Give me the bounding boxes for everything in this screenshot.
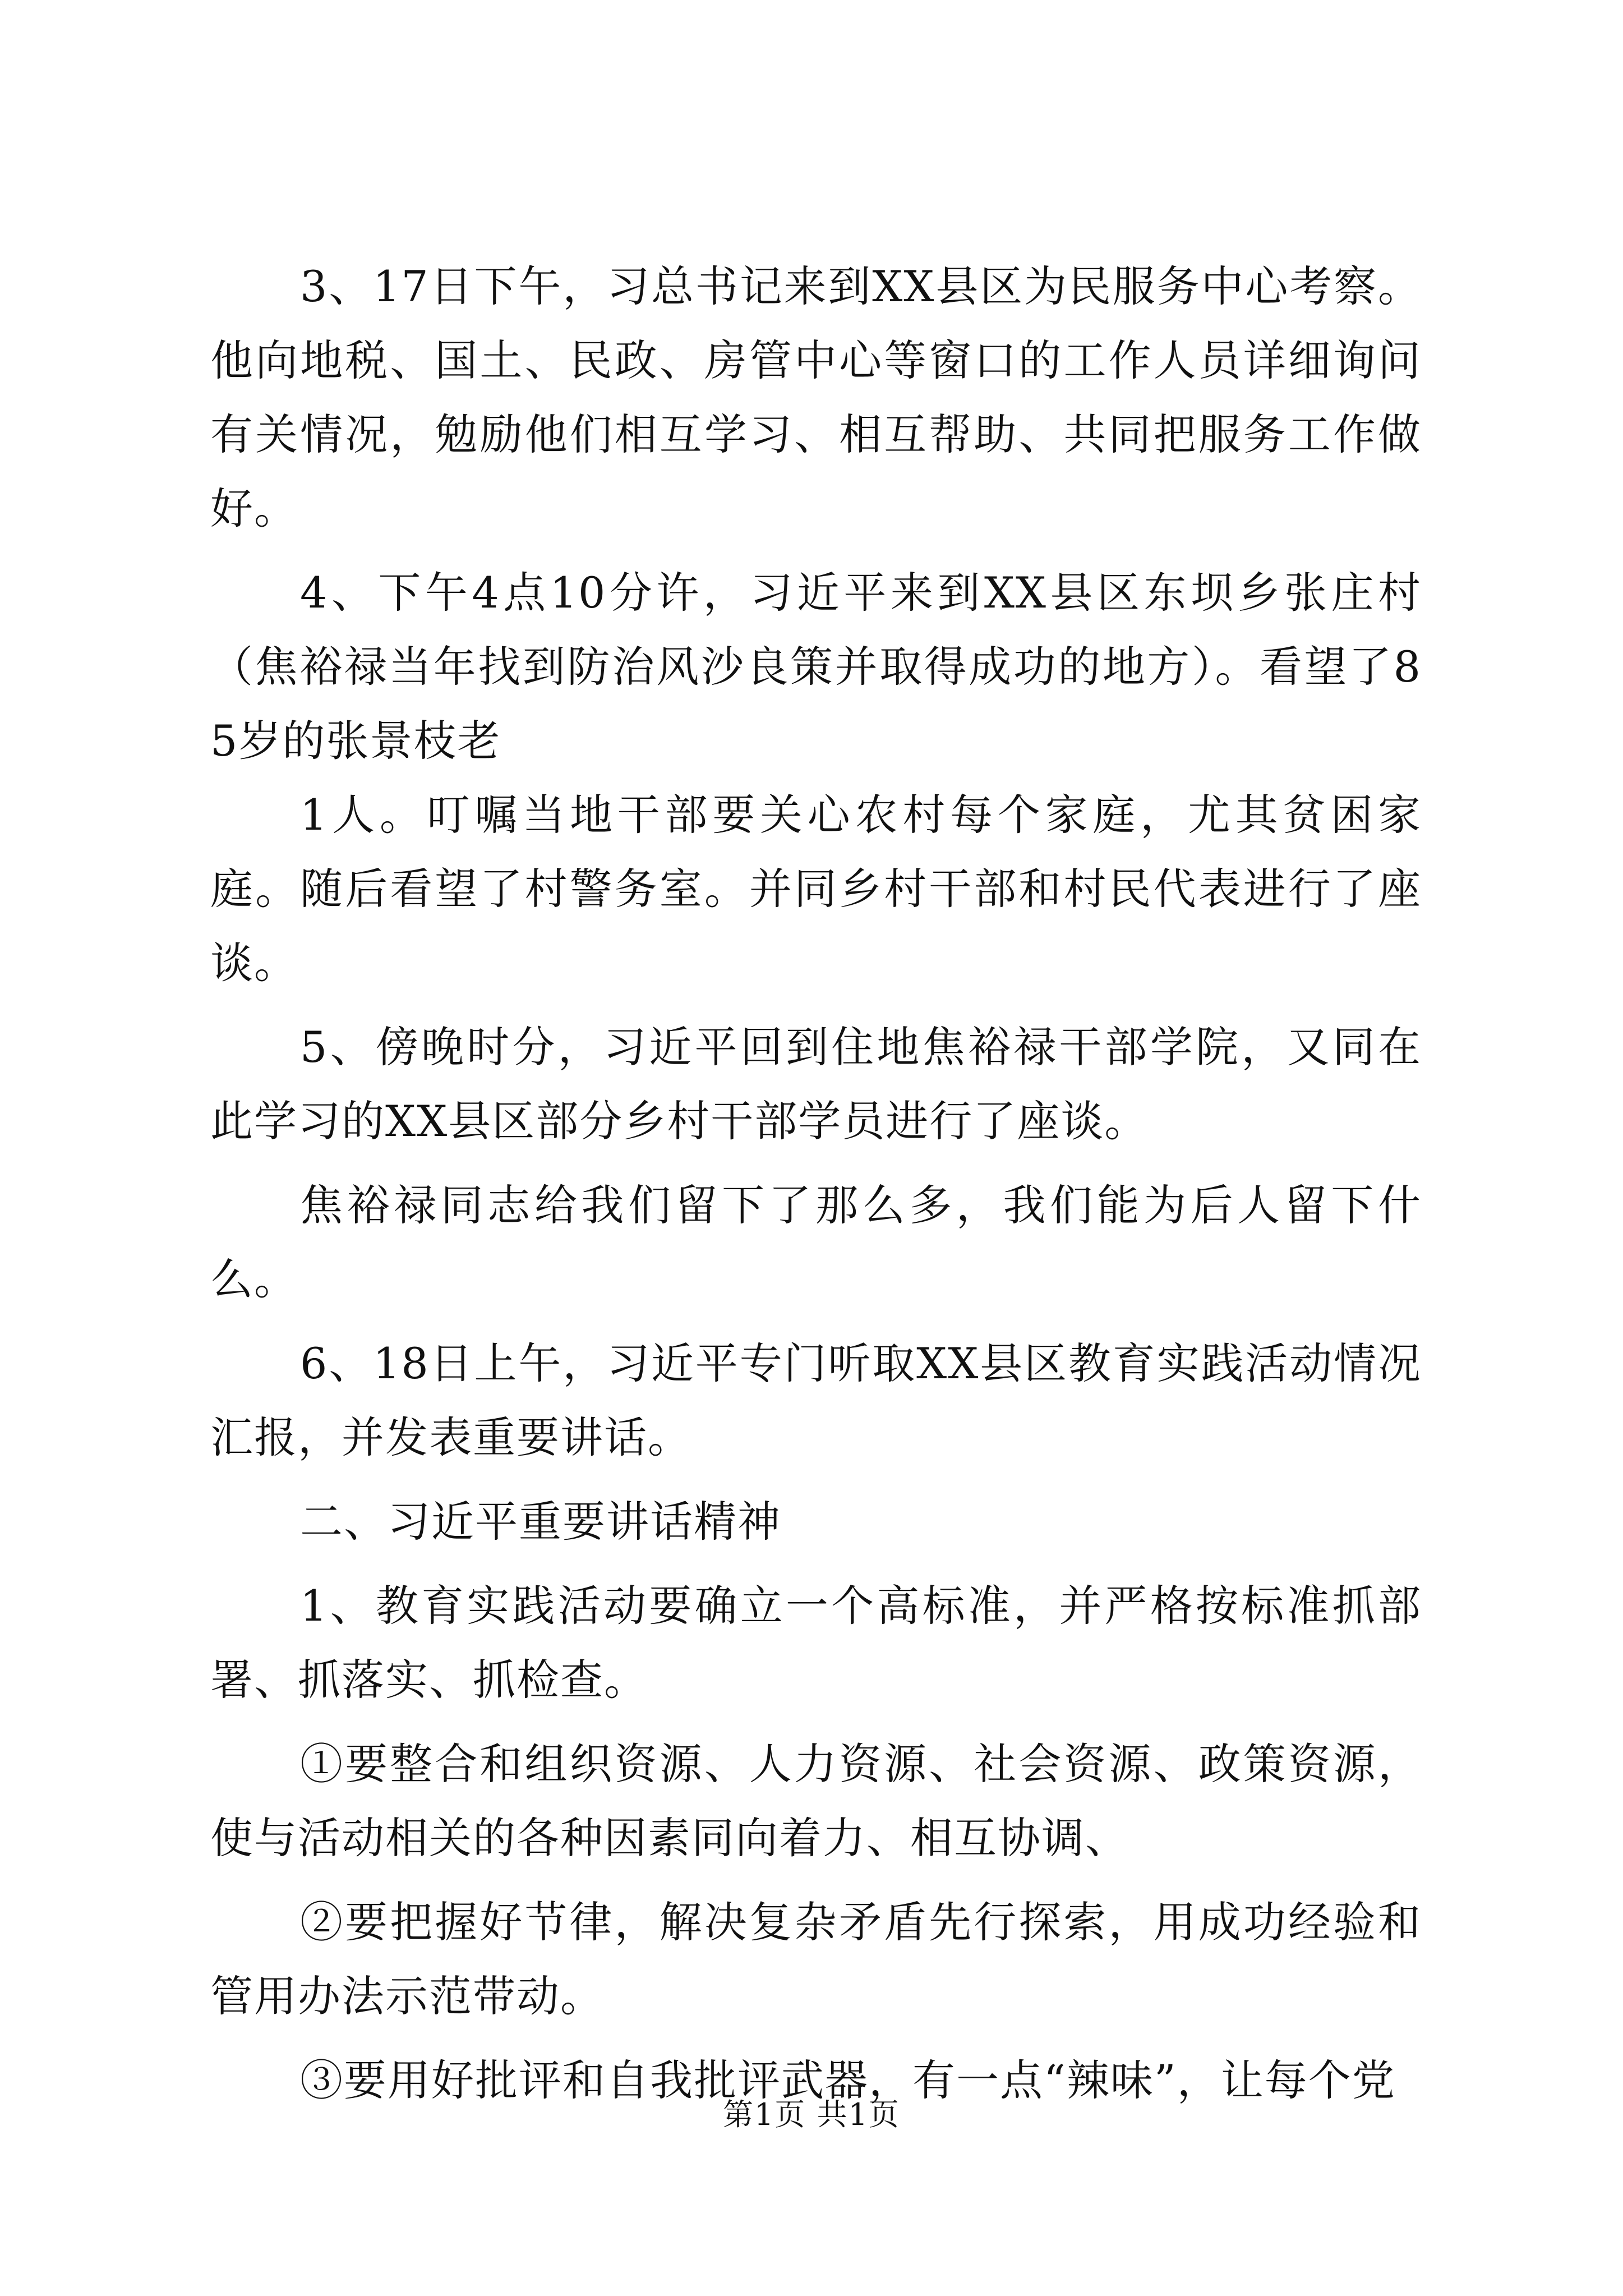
document-body [210,250,1422,2128]
paragraph-item-2-rhythm: ②要把握好节律，解决复杂矛盾先行探索，用成功经验和管用办法示范带动。 [210,1897,1422,2021]
paragraph-legacy-quote: 焦裕禄同志给我们留下了那么多，我们能为后人留下什么。 [210,1180,1422,1304]
section-heading-speech-spirit: 二、习近平重要讲话精神 [300,1497,781,1547]
paragraph-1-high-standard: 1、教育实践活动要确立一个高标准，并严格按标准抓部署、抓落实、抓检查。 [210,1581,1422,1705]
paragraph-item-1-resources: ①要整合和组织资源、人力资源、社会资源、政策资源，使与活动相关的各种因素同向着力、相互协调、 [210,1739,1422,1863]
paragraph-5-evening-meeting: 5、傍晚时分，习近平回到住地焦裕禄干部学院，又同在此学习的XX县区部分乡村干部学员进行了座谈。 [210,1022,1422,1146]
paragraph-4-visit-zhangzhuang: 4、下午4点10分许，习近平来到XX县区东坝乡张庄村（焦裕禄当年找到防治风沙良策并取得成功的地方）。看望了85岁的张景枝老 [210,568,1422,766]
page-number-footer: 第1页 共1页 [723,2097,900,2132]
paragraph-visit-continued: 1人。叮嘱当地干部要关心农村每个家庭，尤其贫困家庭。随后看望了村警务室。并同乡村干部和村民代表进行了座谈。 [210,790,1422,988]
paragraph-3-visit-service-center: 3、17日下午，习总书记来到XX县区为民服务中心考察。他向地税、国土、民政、房管中心等窗口的工作人员详细询问有关情况，勉励他们相互学习、相互帮助、共同把服务工作做好。 [210,261,1422,533]
paragraph-item-3-criticism: ③要用好批评和自我批评武器，有一点“辣味”，让每个党 [300,2055,1396,2105]
paragraph-6-report-speech: 6、18日上午，习近平专门听取XX县区教育实践活动情况汇报，并发表重要讲话。 [210,1338,1422,1462]
